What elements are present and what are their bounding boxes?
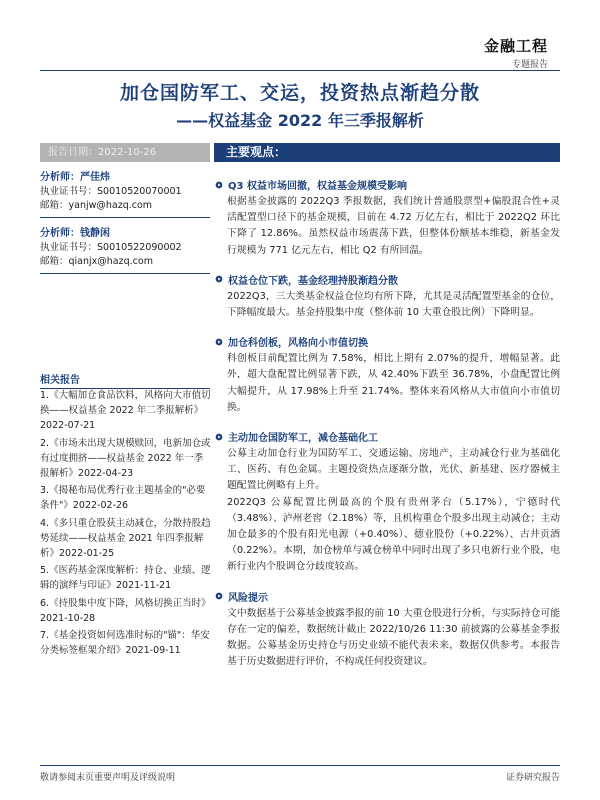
analyst-email: 邮箱：yanjw@hazq.com: [40, 200, 153, 211]
related-report-item: 6.《持股集中度下降，风格切换正当时》2021-10-28: [40, 597, 211, 624]
point-paragraph: 2022Q3，三大类基金权益仓位均有所下降，尤其是灵活配置型基金的仓位，下降幅度最大。基金持股集中度（整体前 10 大重仓股比例）下降明显。: [227, 290, 560, 319]
point-section: [227, 429, 560, 576]
disclaimer-note: 敬请参阅末页重要声明及评级说明: [40, 773, 176, 783]
related-reports-heading: 相关报告: [40, 371, 210, 389]
point-heading: [227, 429, 560, 444]
point-heading-text: 加仓科创板，风格向小市值切换: [228, 338, 368, 350]
analyst-card: [40, 168, 210, 218]
header-divider: [40, 70, 560, 71]
analyst-card: [40, 224, 210, 274]
footer-divider: [40, 765, 560, 766]
main-points-heading: 主要观点：: [214, 143, 560, 162]
bullet-arrow-icon: [215, 181, 223, 189]
related-report-item: 4.《多只重仓股获主动减仓，分散持股趋势延续——权益基金 2021 年四季报解析》2022-01-25: [40, 517, 211, 560]
point-heading-text: 风险提示: [228, 592, 268, 604]
point-section: [227, 334, 560, 416]
point-paragraph: 文中数据基于公募基金披露季报的前 10 大重仓股进行分析，与实际持仓可能存在一定的偏差，数据统计截止 2022/10/26 11:30 前披露的公募基金季报数据。公募基金历史持仓与历史业绩不能代表未来，数据仅供参考。本报告基于历史数据进行评价，不构成任何投资建议。: [227, 607, 560, 668]
point-section: [227, 177, 560, 259]
related-report-item: 7.《基金投资如何选准时标的"锚"：华安分类标签框架介绍》2021-09-11: [40, 630, 210, 657]
point-section: [227, 272, 560, 321]
point-heading: [227, 589, 560, 604]
related-report-item: 2.《市场未出现大规模赎回，电新加仓或有过度拥挤——权益基金 2022 年一季报解析》2022-04-23: [40, 437, 211, 480]
bullet-arrow-icon: [215, 433, 223, 441]
related-reports-list: [40, 388, 212, 660]
bullet-arrow-icon: [215, 338, 223, 346]
point-paragraph: 科创板目前配置比例为 7.58%，相比上期有 2.07%的提升，增幅显著。此外，超大盘配置比例显著下跌，从 42.40%下跌至 36.78%，小盘配置比例大幅提升，从 17.98%上升至 21.74%。整体来看风格从大市值向小市值切换。: [227, 353, 560, 413]
analyst-cert: 执业证书号：S0010520070001: [40, 186, 182, 197]
main-points-body: [227, 177, 560, 683]
related-report-item: 1.《大幅加仓食品饮料，风格向大市值切换——权益基金 2022 年二季报解析》2022-07-21: [40, 390, 211, 432]
bullet-arrow-icon: [215, 592, 223, 600]
point-heading-text: Q3 权益市场回撤，权益基金规模受影响: [228, 181, 407, 192]
point-heading: [227, 334, 560, 349]
analyst-cert: 执业证书号：S0010522090002: [40, 242, 182, 253]
related-report-item: 5.《医药基金深度解析：持仓、业绩、逻辑的演绎与印证》2021-11-21: [40, 565, 211, 592]
analyst-panel: [40, 168, 210, 280]
analyst-email: 邮箱：qianjx@hazq.com: [40, 256, 153, 267]
report-subtitle: ——权益基金 2022 年三季报解析: [176, 111, 424, 130]
report-title: 加仓国防军工、交运，投资热点渐趋分散: [119, 82, 480, 104]
point-heading-text: 主动加仓国防军工，减仓基础化工: [228, 433, 378, 445]
point-paragraph: 根据基金披露的 2022Q3 季报数据，我们统计普通股票型+偏股混合性+灵活配置型口径下的基金规模，目前在 4.72 万亿左右，相比于 2022Q2 环比下降了 12.86%。虽然权益市场震荡下跌，但整体份额基本维稳，新基金发行规模为 771 亿元左右，相比 Q2 有所回温。: [227, 196, 560, 256]
footer-label: 证券研究报告: [505, 773, 560, 783]
brand-label: 金融工程: [483, 37, 548, 55]
point-section: [227, 589, 560, 671]
point-paragraph: 公募主动加仓行业为国防军工、交通运输、房地产，主动减仓行业为基础化工、医药、有色金属。主题投资热点逐渐分散，光伏、新基建、医疗器械主题配置比例略有上升。: [227, 448, 560, 492]
report-date: 报告日期：2022-10-26: [40, 143, 210, 162]
analyst-name: 分析师：钱静闲: [40, 228, 110, 239]
related-report-item: 3.《揭秘布局优秀行业主题基金的"必要条件"》2022-02-26: [40, 485, 206, 512]
report-type-label: 专题报告: [511, 60, 548, 70]
bullet-arrow-icon: [215, 275, 223, 283]
point-heading: [227, 177, 560, 192]
point-paragraph: 2022Q3 公募配置比例最高的个股有贵州茅台（5.17%），宁德时代（3.48%）、泸州老窖（2.18%）等，且机构重仓个股多出现主动减仓；主动加仓最多的个股有阳光电源（+0.40%）、德业股份（+0.22%）、古井贡酒（0.22%）。本期，加仓榜单与减仓榜单中同时出现了多只电新行业个股，电新行业内个股调仓分歧度较高。: [227, 496, 560, 573]
analyst-name: 分析师：严佳炜: [40, 172, 110, 183]
point-heading: [227, 272, 560, 287]
point-heading-text: 权益仓位下跌，基金经理持股渐趋分散: [228, 275, 398, 287]
